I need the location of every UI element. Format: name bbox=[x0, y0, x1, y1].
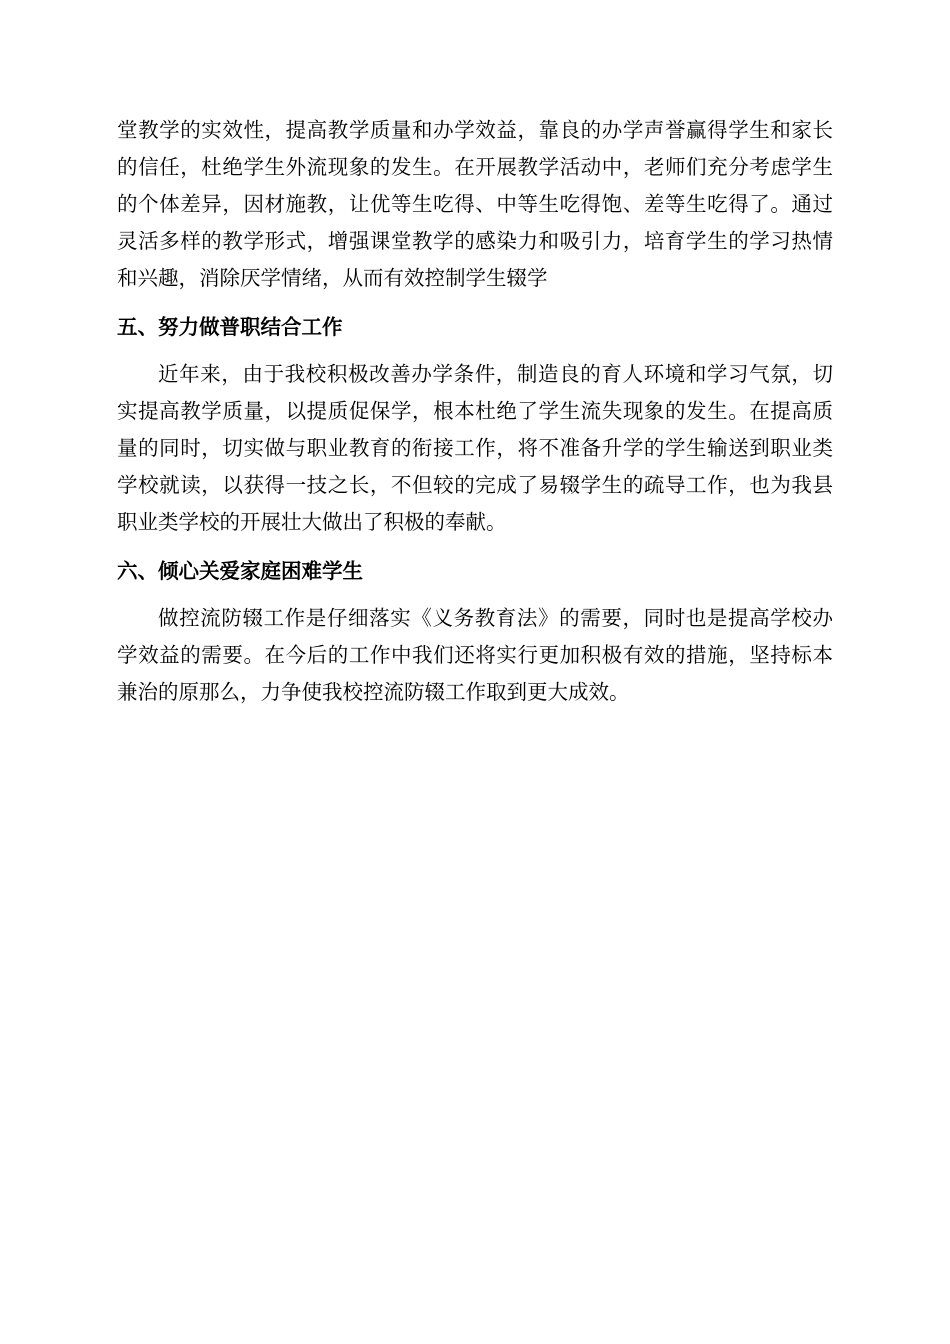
section-heading-6: 六、倾心关爱家庭困难学生 bbox=[117, 559, 363, 583]
document-page bbox=[117, 112, 833, 711]
section-heading-5: 五、努力做普职结合工作 bbox=[117, 315, 343, 339]
paragraph-vocational-integration: 近年来，由于我校积极改善办学条件，制造良的育人环境和学习气氛，切实提高教学质量，以提质促保学，根本杜绝了学生流失现象的发生。在提高质量的同时，切实做与职业教育的衔接工作，将不准备升学的学生输送到职业类学校就读，以获得一技之长，不但较的完成了易辍学生的疏导工作，也为我县职业类学校的开展壮大做出了积极的奉献。 bbox=[117, 362, 833, 534]
paragraph-dropout-prevention: 做控流防辍工作是仔细落实《义务教育法》的需要，同时也是提高学校办学效益的需要。在今后的工作中我们还将实行更加积极有效的措施，坚持标本兼治的原那么，力争使我校控流防辍工作取到更大成效。 bbox=[117, 606, 833, 704]
paragraph-continued-teaching: 堂教学的实效性，提高教学质量和办学效益，靠良的办学声誉赢得学生和家长的信任，杜绝学生外流现象的发生。在开展教学活动中，老师们充分考虑学生的个体差异，因材施教，让优等生吃得、中等生吃得饱、差等生吃得了。通过灵活多样的教学形式，增强课堂教学的感染力和吸引力，培育学生的学习热情和兴趣，消除厌学情绪，从而有效控制学生辍学 bbox=[117, 118, 833, 290]
